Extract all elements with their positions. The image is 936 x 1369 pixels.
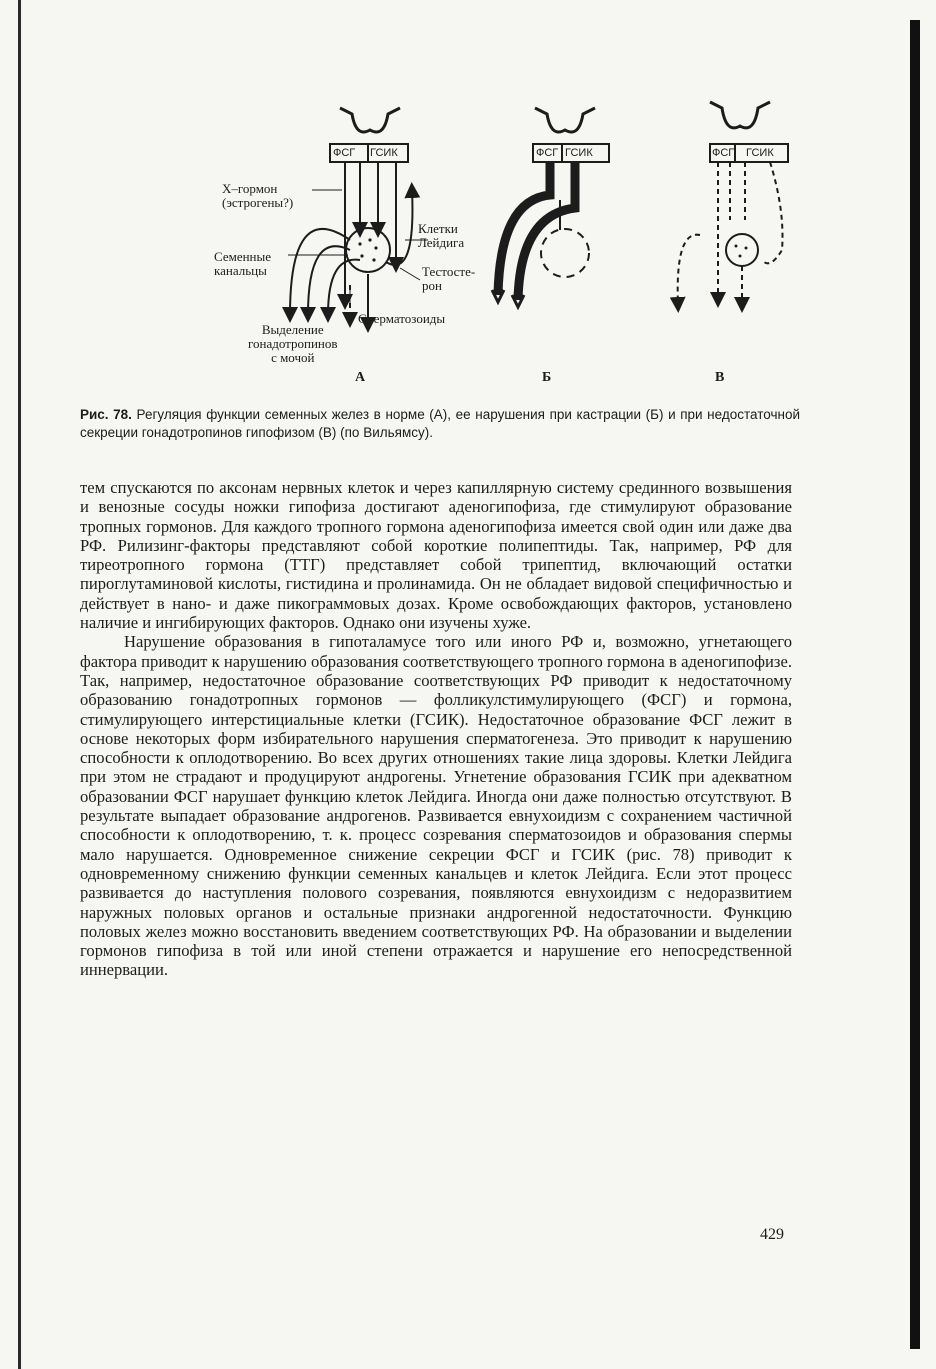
scan-right-edge [910,20,920,1349]
figure-78 [200,90,820,400]
fsg-label-b: ФСГ [536,147,559,159]
page-number: 429 [760,1226,784,1243]
panel-c-diagram [678,102,788,305]
body-text [80,478,792,980]
seminal-tubules-label: Семенные канальцы [214,249,272,278]
figure-caption [80,406,800,442]
paragraph-1: тем спускаются по аксонам нервных клеток и через капиллярную систему срединного возвышения и венозные сосуды ножки гипофиза достигают аденогипофиза, где стимулируют образование тропных гормонов. Для каждого тропного гормона аденогипофиза имеется свой один или даже два РФ. Рилизинг-факторы представляют собой короткие полипептиды. Так, например, РФ для тиреотропного гормона (ТТГ) представляет собой трипептид, включающий остатки пироглутаминовой кислоты, гистидина и пролинамида. Он не обладает видовой специфичностью и действует в нано- и даже пикограммовых дозах. Кроме освобождающих факторов, установлено наличие и ингибирующих факторов. Однако они изучены хуже. [80,478,792,633]
panel-c-letter: В [715,370,725,385]
caption-number: Рис. 78. [80,407,132,422]
panel-b-letter: Б [542,370,552,385]
gsik-label-a: ГСИК [370,147,398,159]
paragraph-2: Нарушение образования в гипоталамусе того или иного РФ и, возможно, угнетающего фактора приводит к нарушению образования соответствующего тропного гормона в аденогипофизе. Так, например, недостаточное образование соответствующих РФ приводит к недостаточному образованию гонадотропных гормонов — фолликулстимулирующего (ФСГ) и гормона, стимулирующего интерстициальные клетки (ГСИК). Недостаточное образование ФСГ лежит в основе некоторых форм избирательного нарушения сперматогенеза. Это приводит к нарушению способности к оплодотворению. Во всех других отношениях такие лица здоровы. Клетки Лейдига при этом не страдают и продуцируют андрогены. Угнетение образования ГСИК при адекватном образовании ФСГ нарушает функцию клеток Лейдига. Иногда они даже полностью отсутствуют. В результате выпадает образование андрогенов. Развивается евнухоидизм с сохранением частичной способности к оплодотворению, т. к. процесс созревания сперматозоидов и образования спермы мало нарушается. Одновременное снижение секреции ФСГ и ГСИК (рис. 78) приводит к одновременному снижению функции семенных канальцев и клеток Лейдига. Если этот процесс развивается до наступления полового созревания, появляются евнухоидизм с недоразвитием наружных половых органов и остальные признаки андрогенной недостаточности. Функцию половых желез можно восстановить введением соответствующих РФ. На образовании и выделении гормонов гипофиза в той или иной степени отражается и нарушение его непосредственной иннервации. [80,632,792,980]
gsik-label-b: ГСИК [565,147,593,159]
scan-left-edge [18,0,21,1369]
fsg-label-c: ФСГ [712,147,735,159]
panel-a-diagram [288,108,428,325]
x-hormone-label: X–гормон (эстрогены?) [222,181,294,210]
spermatozoa-label: Сперматозоиды [358,311,446,326]
gsik-label-c: ГСИК [746,147,774,159]
testosterone-label: Тестосте- рон [422,264,476,293]
panel-a-letter: А [355,370,366,385]
gonadotropin-excretion-label: Выделение гонадотропинов с мочой [248,322,338,365]
fsg-label-a: ФСГ [333,147,356,159]
panel-b-diagram [492,108,609,307]
leydig-cells-label: Клетки Лейдига [418,221,465,250]
caption-text: Регуляция функции семенных желез в норме (А), ее нарушения при кастрации (Б) и при недостаточной секреции гонадотропинов гипофизом (В) (по Вильямсу). [80,407,800,440]
